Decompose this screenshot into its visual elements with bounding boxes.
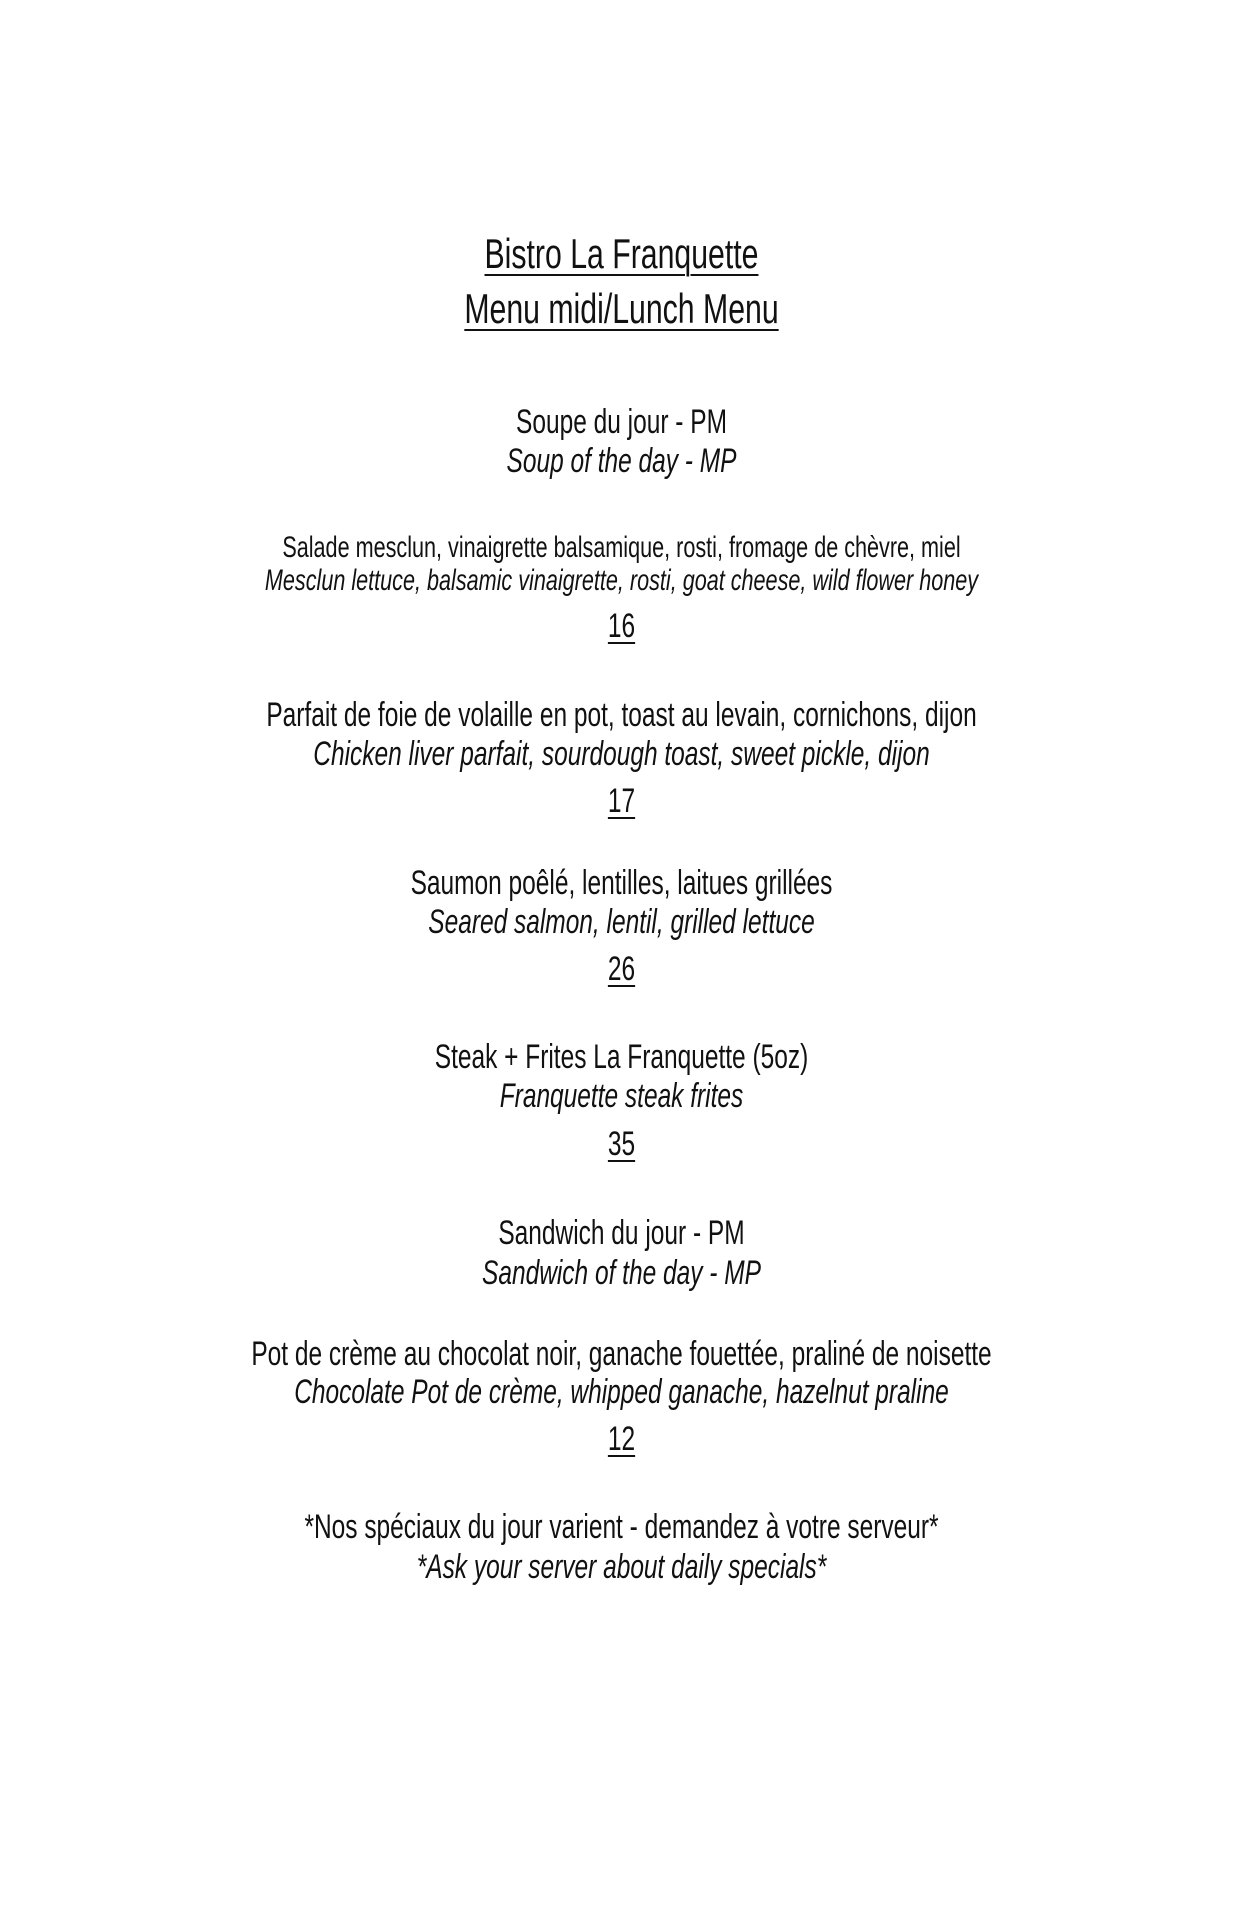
menu-item-parfait-en: Chicken liver parfait, sourdough toast, sweet pickle, dijon	[313, 735, 930, 773]
menu-item-salmon-en: Seared salmon, lentil, grilled lettuce	[428, 903, 815, 941]
menu-item-sandwich-en: Sandwich of the day - MP	[482, 1254, 761, 1292]
menu-item-dessert-fr: Pot de crème au chocolat noir, ganache fouettée, praliné de noisette	[251, 1335, 992, 1373]
menu-item-soup-en: Soup of the day - MP	[506, 442, 737, 480]
menu-item-salad-en: Mesclun lettuce, balsamic vinaigrette, rosti, goat cheese, wild flower honey	[264, 564, 979, 597]
menu-title: Menu midi/Lunch Menu	[464, 285, 779, 332]
specials-note-en: *Ask your server about daily specials*	[416, 1548, 827, 1586]
menu-item-salad-fr: Salade mesclun, vinaigrette balsamique, rosti, fromage de chèvre, miel	[282, 531, 961, 564]
menu-item-salmon-fr: Saumon poêlé, lentilles, laitues grillées	[410, 864, 833, 902]
menu-item-dessert-price: 12	[607, 1420, 636, 1458]
menu-item-salad-price: 16	[607, 607, 636, 645]
menu-item-soup-fr: Soupe du jour - PM	[516, 403, 727, 441]
restaurant-name: Bistro La Franquette	[484, 230, 759, 277]
menu-item-parfait-fr: Parfait de foie de volaille en pot, toast au levain, cornichons, dijon	[266, 696, 977, 734]
menu-item-steak-price: 35	[607, 1125, 636, 1163]
menu-item-sandwich-fr: Sandwich du jour - PM	[498, 1214, 745, 1252]
menu-item-parfait-price: 17	[607, 782, 636, 820]
menu-item-steak-fr: Steak + Frites La Franquette (5oz)	[434, 1038, 809, 1076]
menu-item-salmon-price: 26	[607, 950, 636, 988]
specials-note-fr: *Nos spéciaux du jour varient - demandez à votre serveur*	[304, 1508, 939, 1546]
menu-item-dessert-en: Chocolate Pot de crème, whipped ganache, hazelnut praline	[294, 1373, 949, 1411]
menu-item-steak-en: Franquette steak frites	[499, 1077, 744, 1115]
